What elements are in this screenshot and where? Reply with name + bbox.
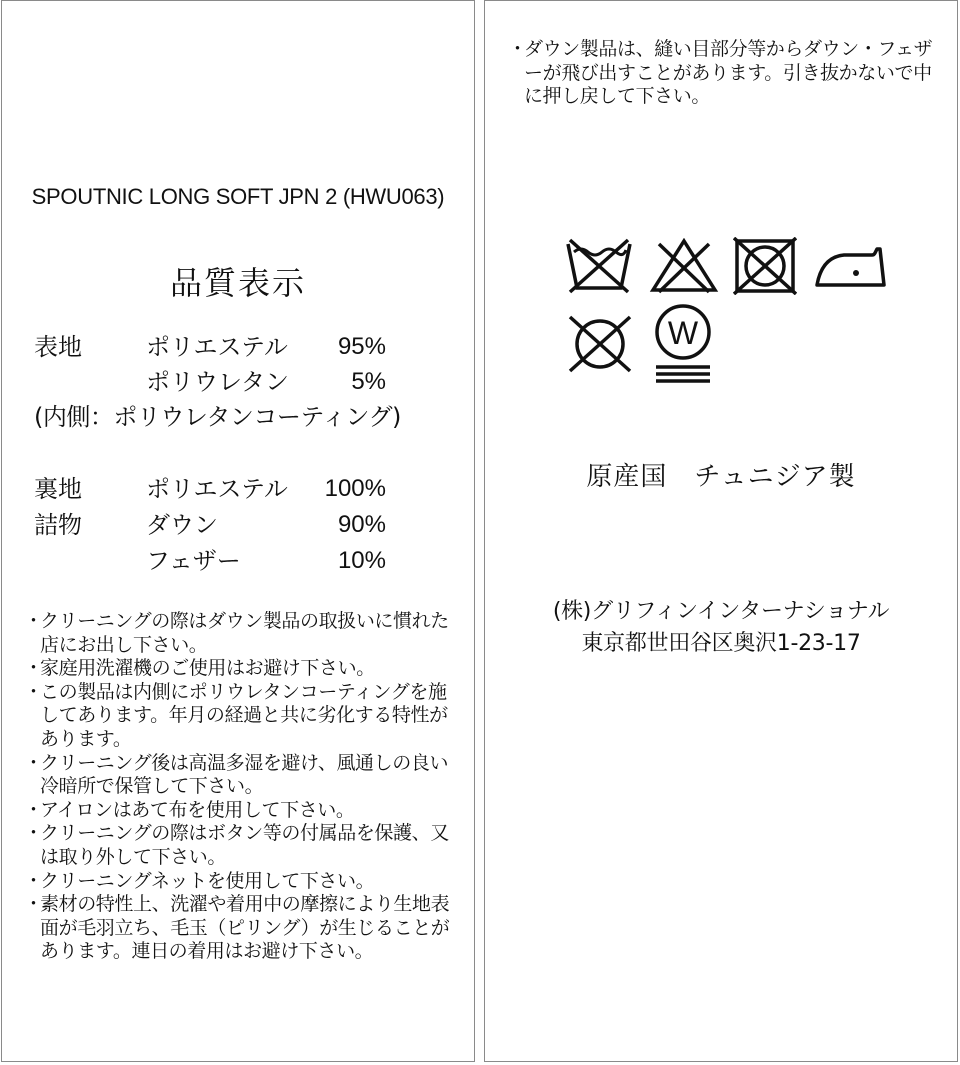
list-item	[24, 681, 454, 752]
bullet: ・	[24, 893, 43, 916]
wet-clean-letter: W	[667, 315, 699, 351]
care-note-text: アイロンはあて布を使用して下さい。	[40, 798, 355, 821]
list-item	[24, 822, 454, 869]
composition-percent: 5%	[351, 368, 386, 395]
composition-material: ダウン	[146, 511, 218, 539]
bullet: ・	[24, 680, 43, 703]
list-item	[24, 799, 454, 823]
care-note-text: 家庭用洗濯機のご使用はお避け下さい。	[40, 657, 375, 680]
composition-material: ポリウレタン	[146, 368, 290, 396]
care-note-text: クリーニングネットを使用して下さい。	[40, 869, 375, 892]
wet-clean-very-mild-icon	[652, 303, 714, 385]
composition-material: ポリエステル	[146, 475, 288, 503]
care-note-text: 素材の特性上、洗濯や着用中の摩擦により生地表面が毛羽立ち、毛玉（ピリング）が生じることがあります。連日の着用はお避け下さい。	[40, 893, 450, 963]
quality-heading: 品質表示	[169, 264, 306, 302]
list-item	[24, 870, 454, 894]
list-item	[508, 38, 938, 109]
composition-percent: 90%	[337, 511, 386, 538]
list-item	[24, 752, 454, 799]
composition-percent: 10%	[337, 547, 386, 574]
no-tumble-dry-icon	[733, 237, 797, 295]
care-note-text: この製品は内側にポリウレタンコーティングを施してあります。年月の経過と共に劣化する特性があります。	[40, 680, 448, 750]
composition-material: ポリエステル	[146, 333, 288, 361]
care-note-text: クリーニングの際はボタン等の付属品を保護、又は取り外して下さい。	[40, 822, 449, 868]
no-bleach-icon	[649, 238, 719, 294]
bullet: ・	[24, 822, 43, 845]
country-of-origin: 原産国 チュニジア製	[586, 462, 856, 492]
list-item	[24, 893, 454, 964]
bullet: ・	[24, 869, 43, 892]
bullet: ・	[24, 798, 43, 821]
right-notes-list	[508, 38, 938, 109]
company-address: 東京都世田谷区奥沢1-23-17	[581, 631, 861, 656]
right-label-panel	[484, 0, 958, 1062]
composition-part: 裏地	[34, 475, 82, 503]
composition-percent: 100%	[324, 475, 386, 502]
care-note-text: ダウン製品は、縫い目部分等からダウン・フェザーが飛び出すことがあります。引き抜かないで中に押し戻して下さい。	[524, 38, 933, 108]
composition-part: 詰物	[34, 511, 82, 539]
composition-part: 表地	[34, 333, 82, 361]
coating-note: (内側：ポリウレタンコーティング)	[34, 403, 401, 431]
list-item	[24, 610, 454, 657]
no-wash-icon	[566, 238, 632, 294]
bullet: ・	[24, 657, 43, 680]
care-note-text: クリーニング後は高温多湿を避け、風通しの良い冷暗所で保管して下さい。	[40, 751, 449, 798]
company-name: (株)グリフィンインターナショナル	[552, 599, 890, 624]
bullet: ・	[508, 38, 527, 60]
list-item	[24, 657, 454, 681]
care-note-text: クリーニングの際はダウン製品の取扱いに慣れた店にお出し下さい。	[40, 610, 449, 656]
product-name: SPOUTNIC LONG SOFT JPN 2 (HWU063)	[31, 184, 445, 209]
composition-percent: 95%	[337, 333, 386, 360]
no-dry-clean-icon	[564, 314, 636, 374]
bullet: ・	[24, 751, 43, 774]
bullet: ・	[24, 610, 43, 632]
care-notes-list	[24, 610, 454, 964]
composition-material: フェザー	[146, 547, 241, 575]
iron-low-icon	[814, 243, 888, 289]
